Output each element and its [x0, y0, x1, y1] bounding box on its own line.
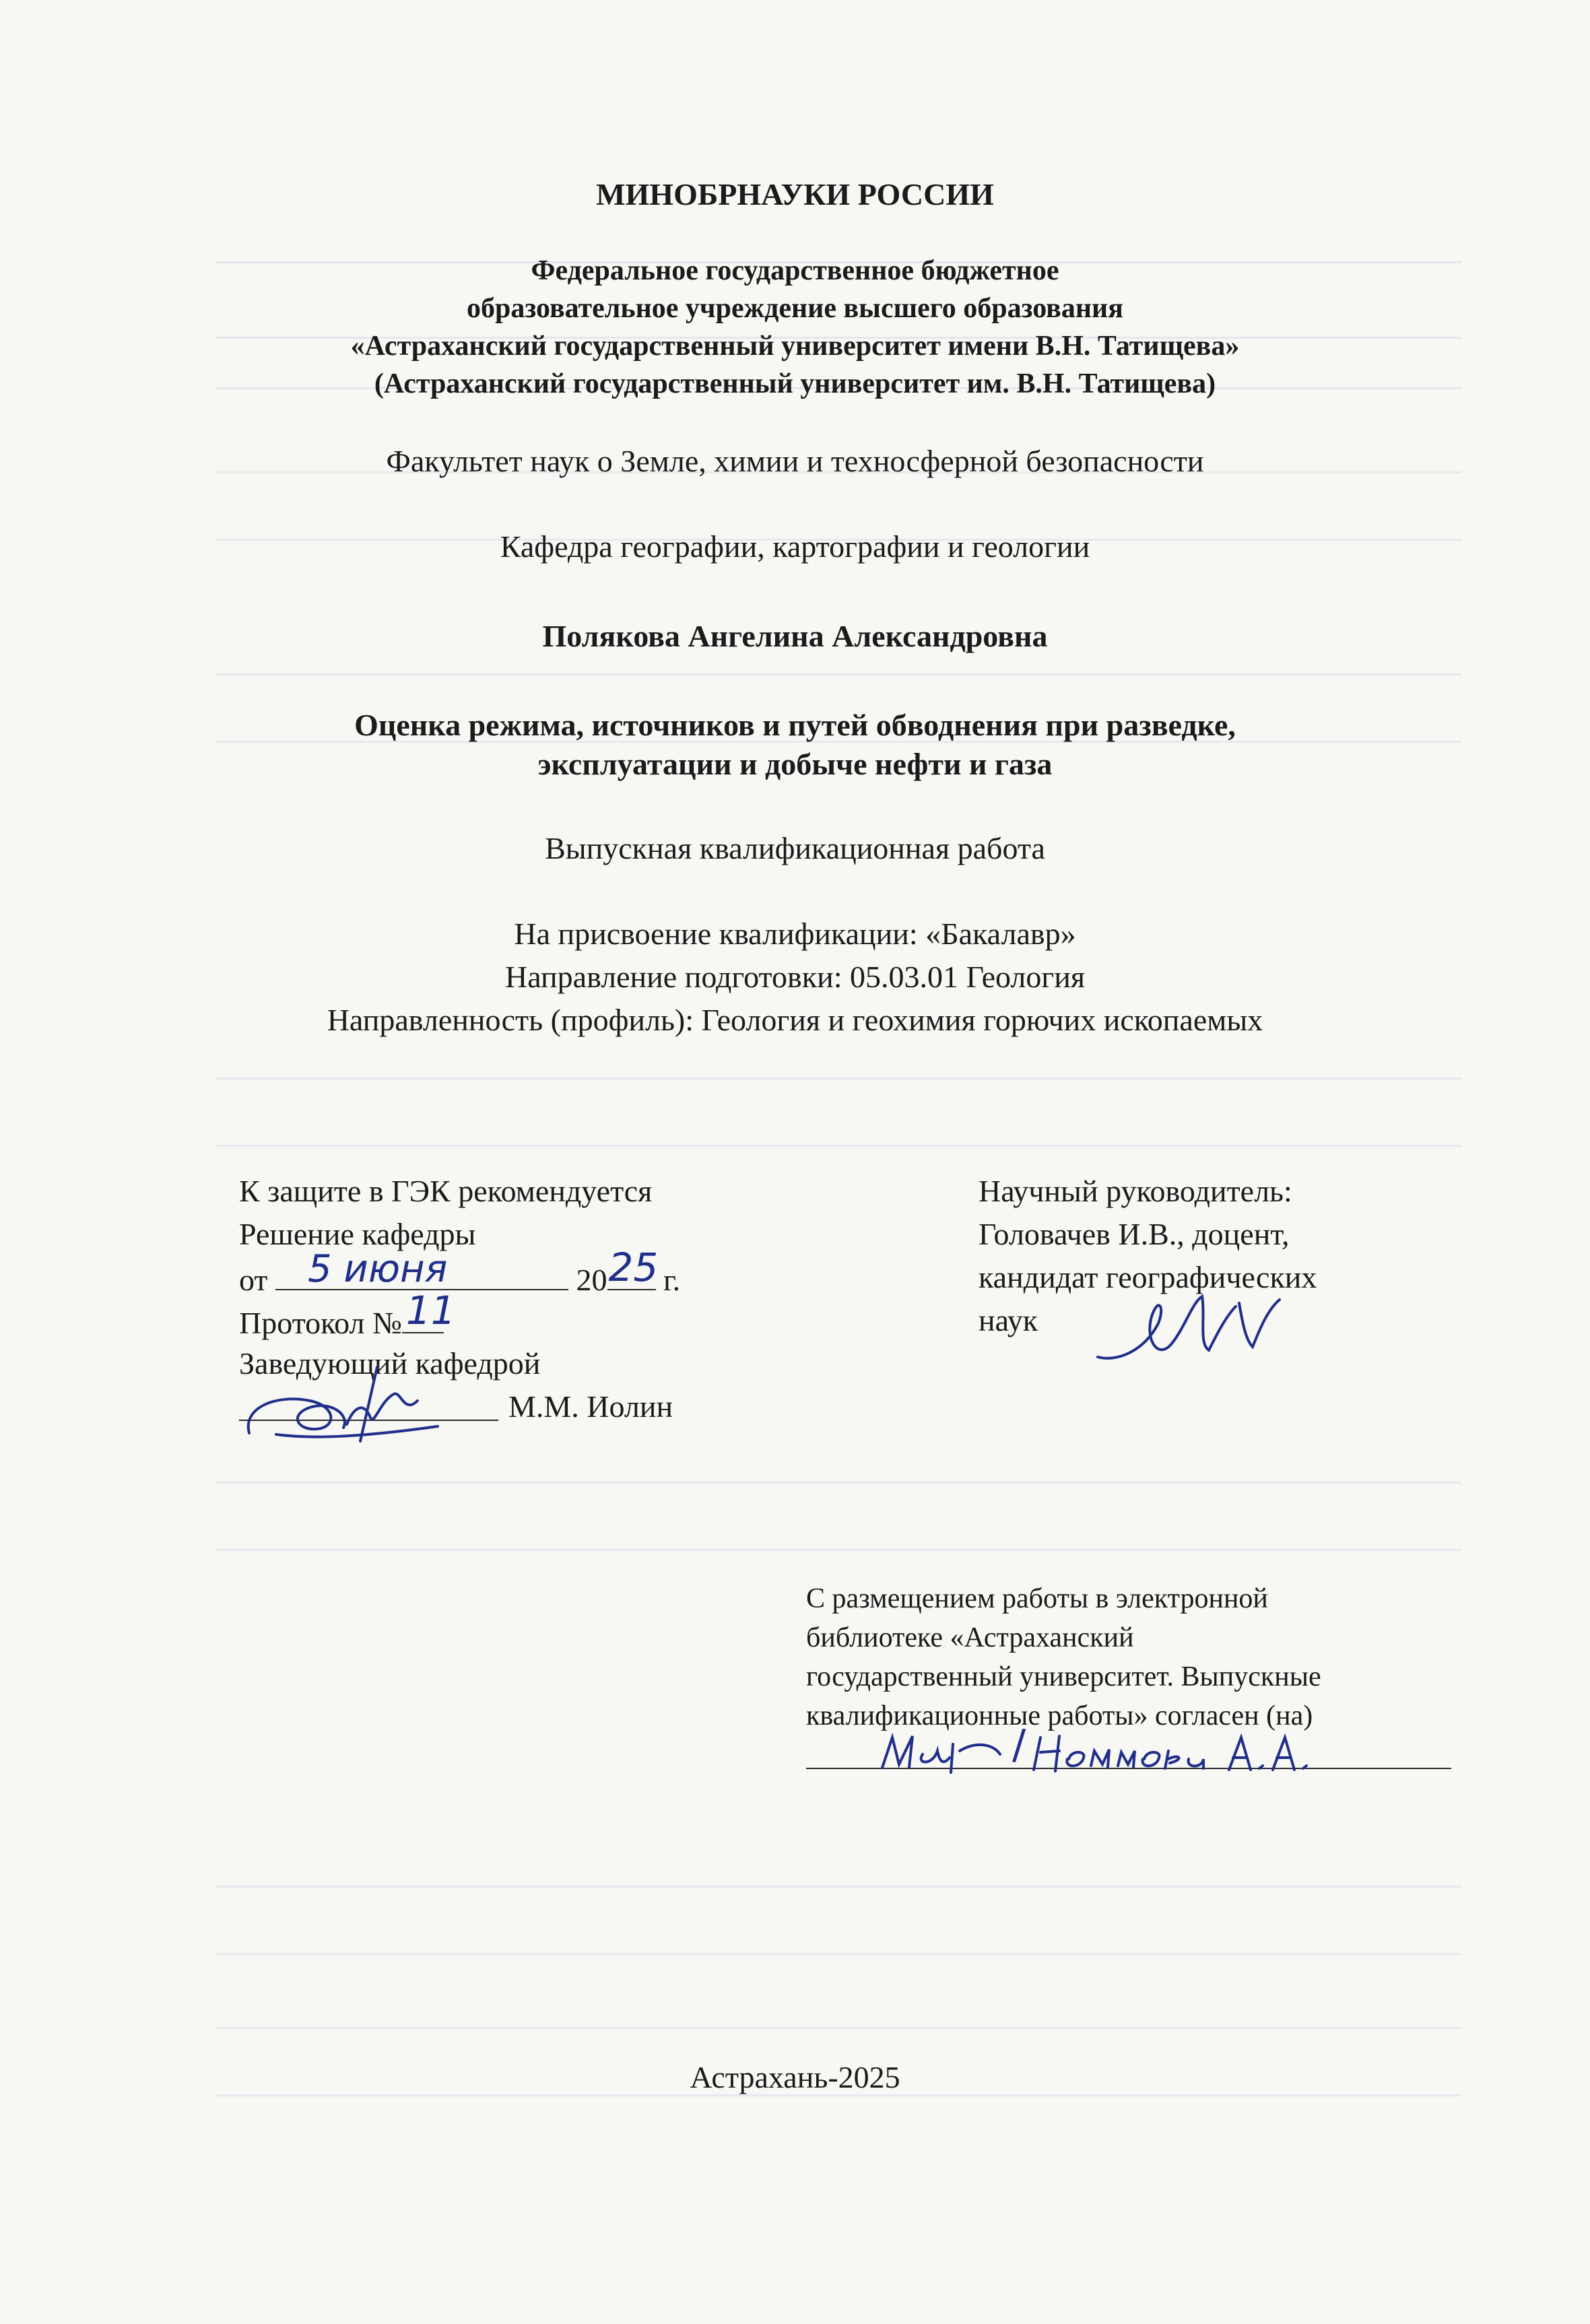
year-blank	[607, 1244, 659, 1290]
supervisor-degree-end: наук	[979, 1303, 1038, 1337]
institution-line-4: (Астраханский государственный университет им. В.Н. Татищева)	[374, 368, 1216, 399]
institution-line-2: образовательное учреждение высшего образования	[467, 293, 1123, 324]
date-prefix: от	[239, 1263, 268, 1297]
thesis-title-line-1: Оценка режима, источников и путей обводнения при разведке,	[354, 708, 1236, 742]
consent-line-2: библиотеке «Астраханский	[806, 1622, 1134, 1653]
student-name-handwritten	[1027, 1725, 1317, 1777]
supervisor-signature	[1091, 1276, 1293, 1377]
department-name: Кафедра географии, картографии и геологии	[500, 529, 1090, 564]
consent-line-1: С размещением работы в электронной	[806, 1583, 1268, 1614]
direction-line: Направление подготовки: 05.03.01 Геология	[505, 960, 1085, 994]
year-prefix: 20	[576, 1263, 607, 1297]
head-name: М.М. Иолин	[508, 1389, 673, 1424]
thesis-title-line-2: эксплуатации и добыче нефти и газа	[537, 747, 1053, 781]
work-type: Выпускная квалификационная работа	[545, 831, 1045, 865]
protocol-blank	[402, 1288, 456, 1333]
profile-line: Направленность (профиль): Геология и геохимия горючих ископаемых	[327, 1003, 1263, 1037]
defense-recommendation: К защите в ГЭК рекомендуется	[239, 1174, 653, 1208]
qualification-line: На присвоение квалификации: «Бакалавр»	[514, 917, 1076, 951]
consent-line-3: государственный университет. Выпускные	[806, 1661, 1321, 1692]
faculty-name: Факультет наук о Земле, химии и техносферной безопасности	[386, 444, 1204, 478]
year-suffix: г.	[663, 1263, 681, 1297]
supervisor-name: Головачев И.В., доцент,	[979, 1217, 1290, 1251]
date-blank	[275, 1247, 568, 1291]
supervisor-degree: кандидат географических	[979, 1260, 1317, 1294]
protocol-row	[239, 1288, 456, 1341]
consent-line-4: квалификационные работы» согласен (на)	[806, 1700, 1313, 1731]
handwritten-date: 5 июня	[308, 1247, 448, 1291]
institution-line-3: «Астраханский государственный университет имени В.Н. Татищева»	[350, 331, 1240, 362]
institution-line-1: Федеральное государственное бюджетное	[531, 255, 1059, 286]
department-decision: Решение кафедры	[239, 1217, 476, 1251]
signature-separator: /	[1012, 1721, 1026, 1768]
supervisor-title: Научный руководитель:	[979, 1174, 1292, 1208]
ministry-heading: МИНОБРНАУКИ РОССИИ	[596, 177, 994, 211]
protocol-label: Протокол №	[239, 1306, 402, 1340]
handwritten-protocol-number: 11	[405, 1288, 456, 1333]
decision-date-row	[239, 1244, 681, 1298]
place-and-year: Астрахань-2025	[690, 2060, 900, 2094]
author-name: Полякова Ангелина Александровна	[542, 619, 1048, 653]
student-signature	[875, 1724, 1003, 1778]
head-of-department-label: Заведующий кафедрой	[239, 1346, 541, 1381]
handwritten-year: 25	[608, 1244, 659, 1290]
head-signature	[236, 1354, 444, 1448]
